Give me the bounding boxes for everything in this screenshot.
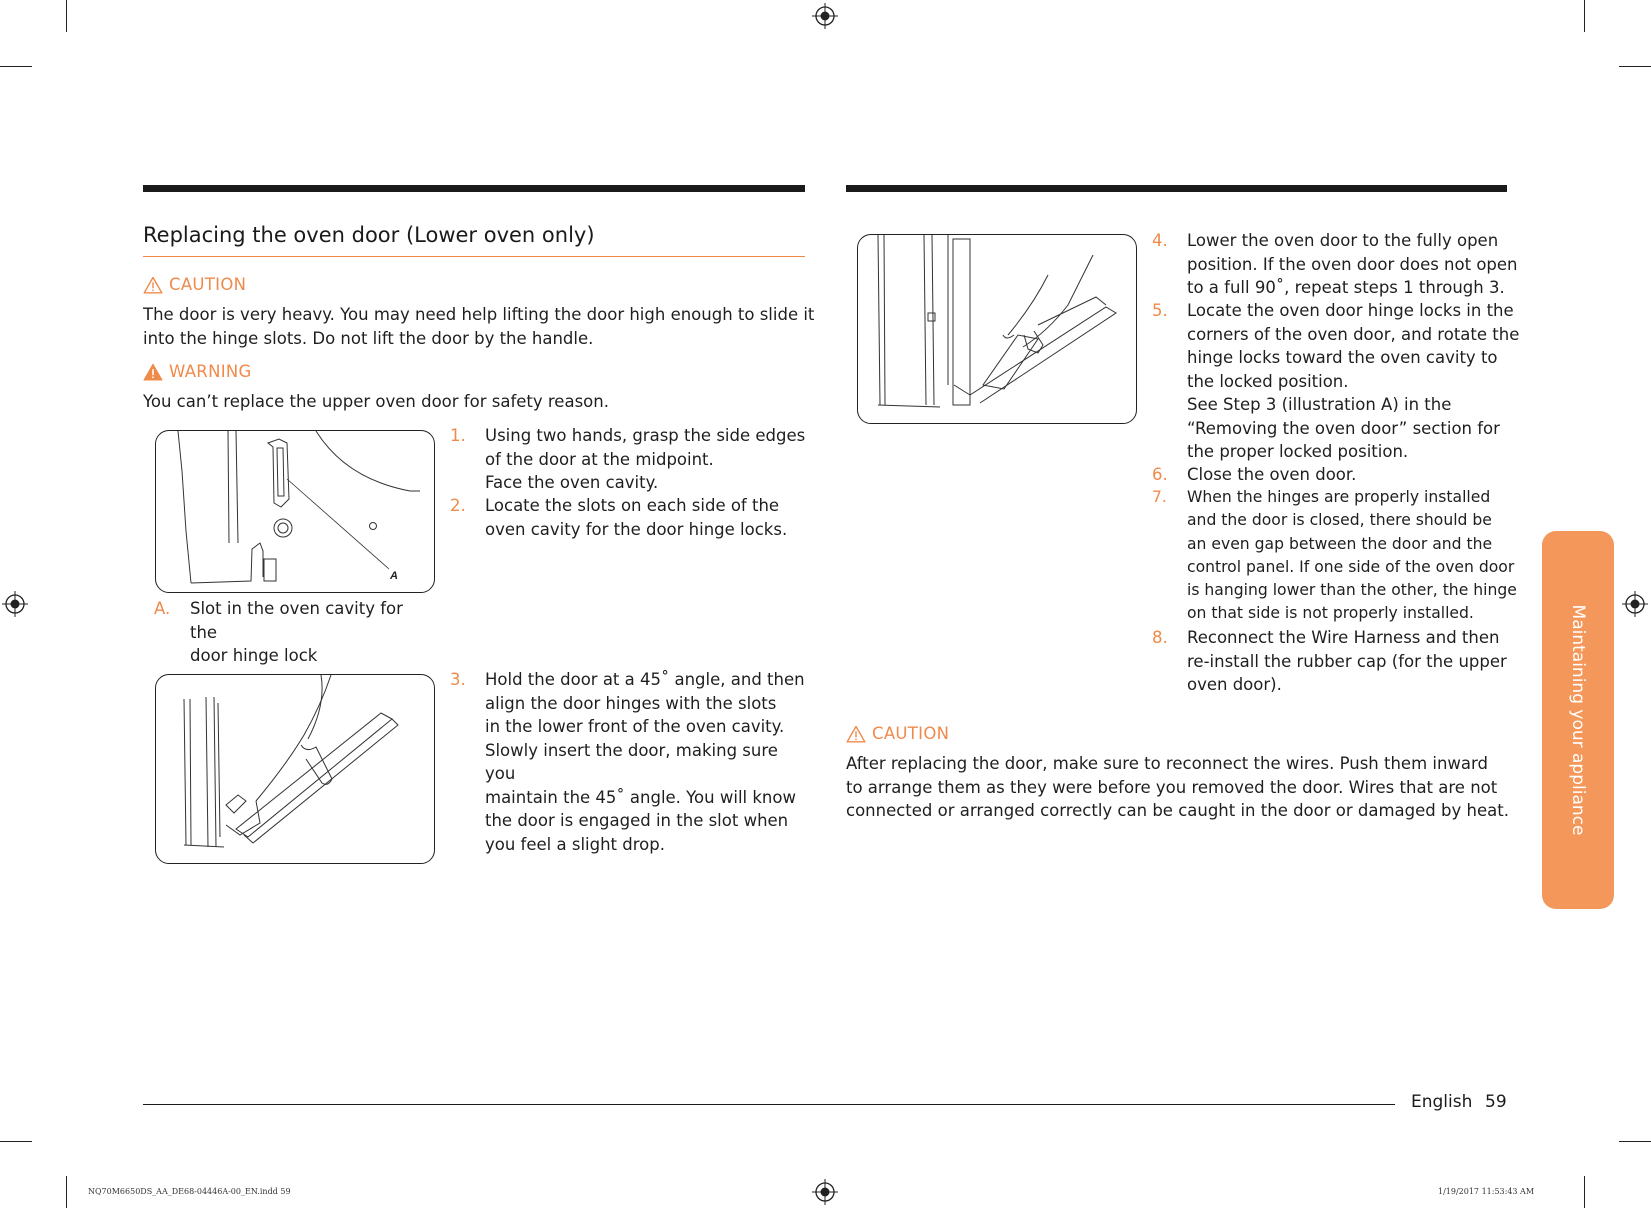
step-line: Face the oven cavity. (485, 473, 659, 492)
column-top-rule (143, 185, 805, 192)
caution-label: CAUTION (169, 275, 247, 294)
step-line: and the door is closed, there should be (1187, 511, 1492, 530)
figure-door-45-degree (155, 674, 435, 864)
hinge-slot-illustration (156, 431, 434, 592)
caution-heading (143, 275, 246, 294)
step-line: position. If the oven door does not open (1187, 254, 1518, 274)
step-text (485, 668, 810, 856)
step-number: 8. (1152, 628, 1168, 647)
step-line: Hold the door at a 45˚ angle, and then (485, 670, 805, 689)
step-number: 7. (1152, 488, 1167, 506)
step-line: re-install the rubber cap (for the upper (1187, 651, 1507, 671)
legend-line: door hinge lock (190, 646, 318, 665)
page-number: 59 (1485, 1092, 1507, 1112)
step-line: the door is engaged in the slot when (485, 811, 789, 830)
step-line: Using two hands, grasp the side edges (485, 426, 806, 445)
legend-text (190, 597, 434, 668)
chapter-side-tab-label: Maintaining your appliance (1568, 604, 1588, 836)
warning-label: WARNING (169, 362, 252, 381)
step-line: control panel. If one side of the oven door (1187, 557, 1515, 576)
caution-text (143, 303, 814, 350)
figure-hinge-slot (155, 430, 435, 593)
crop-mark (1584, 1176, 1585, 1208)
crop-mark (0, 66, 32, 67)
figure-door-open (857, 234, 1137, 424)
step-text (1187, 463, 1356, 487)
column-top-rule (846, 185, 1507, 192)
crop-mark (0, 1141, 32, 1142)
step-line: corners of the oven door, and rotate the (1187, 324, 1520, 344)
crop-mark (66, 0, 67, 32)
step-number: 4. (1152, 231, 1168, 250)
crop-mark (1619, 1141, 1651, 1142)
step-text (485, 494, 787, 541)
caution-text-line: to arrange them as they were before you removed the door. Wires that are not (846, 777, 1498, 797)
step-line: of the door at the midpoint. (485, 449, 714, 469)
step-line: Close the oven door. (1187, 465, 1357, 484)
registration-mark-icon (812, 1179, 838, 1205)
step-line: hinge locks toward the oven cavity to (1187, 348, 1498, 367)
crop-mark (1584, 0, 1585, 32)
step-number: 5. (1152, 301, 1168, 320)
warning-text: You can’t replace the upper oven door for safety reason. (143, 392, 609, 411)
step-line: you feel a slight drop. (485, 834, 665, 854)
caution-text-line: into the hinge slots. Do not lift the door by the handle. (143, 328, 594, 348)
caution-triangle-icon (143, 276, 163, 294)
caution-text-line: connected or arranged correctly can be caught in the door or damaged by heat. (846, 801, 1509, 820)
crop-mark (66, 1176, 67, 1208)
caution-text-line: After replacing the door, make sure to reconnect the wires. Push them inward (846, 754, 1489, 773)
step-number: 2. (450, 496, 466, 515)
registration-mark-icon (1622, 591, 1648, 617)
step-line: oven door). (1187, 675, 1282, 694)
step-line: Reconnect the Wire Harness and then (1187, 628, 1500, 647)
step-line: the locked position. (1187, 371, 1349, 391)
step-line: maintain the 45˚ angle. You will know (485, 787, 796, 807)
step-line: “Removing the oven door” section for (1187, 418, 1500, 438)
caution-triangle-icon (846, 725, 866, 743)
step-line: When the hinges are properly installed (1187, 488, 1491, 506)
warning-triangle-icon (143, 363, 163, 381)
step-line: align the door hinges with the slots (485, 693, 777, 713)
step-text (1187, 486, 1517, 626)
section-title: Replacing the oven door (Lower oven only) (143, 223, 595, 247)
step-line: Slowly insert the door, making sure you (485, 740, 778, 783)
step-line: is hanging lower than the other, the hinge (1187, 581, 1517, 600)
warning-heading (143, 362, 252, 381)
step-line: to a full 90˚, repeat steps 1 through 3. (1187, 278, 1505, 297)
step-text (1187, 299, 1519, 464)
caution-heading-right (846, 724, 949, 743)
registration-mark-icon (812, 3, 838, 29)
caution-text-right (846, 752, 1509, 823)
caution-text-line: The door is very heavy. You may need help lifting the door high enough to slide it (143, 305, 815, 324)
step-line: an even gap between the door and the (1187, 534, 1493, 553)
door-open-illustration (858, 235, 1136, 423)
step-line: on that side is not properly installed. (1187, 604, 1474, 623)
step-line: Locate the slots on each side of the (485, 496, 780, 515)
step-text (485, 424, 805, 495)
door-45-degree-illustration (156, 675, 434, 863)
figure-callout-a: A (390, 570, 398, 582)
step-line: in the lower front of the oven cavity. (485, 717, 785, 736)
step-line: Lower the oven door to the fully open (1187, 231, 1499, 250)
step-text (1187, 229, 1518, 300)
footer-rule (143, 1104, 1395, 1105)
step-number: 6. (1152, 465, 1168, 484)
step-line: the proper locked position. (1187, 442, 1409, 461)
step-line: Locate the oven door hinge locks in the (1187, 301, 1514, 320)
crop-mark (1619, 66, 1651, 67)
print-slug-file: NQ70M6650DS_AA_DE68-04446A-00_EN.indd 59 (88, 1187, 291, 1196)
legend-marker: A. (154, 599, 171, 618)
step-number: 1. (450, 426, 466, 445)
registration-mark-icon (2, 591, 28, 617)
step-text (1187, 626, 1507, 697)
footer-language: English (1411, 1092, 1473, 1112)
step-line: See Step 3 (illustration A) in the (1187, 395, 1452, 414)
print-slug-timestamp: 1/19/2017 11:53:43 AM (1438, 1187, 1535, 1196)
step-line: oven cavity for the door hinge locks. (485, 519, 788, 539)
title-underline (143, 256, 805, 257)
step-number: 3. (450, 670, 466, 689)
legend-line: Slot in the oven cavity for the (190, 599, 403, 642)
caution-label: CAUTION (872, 724, 950, 743)
